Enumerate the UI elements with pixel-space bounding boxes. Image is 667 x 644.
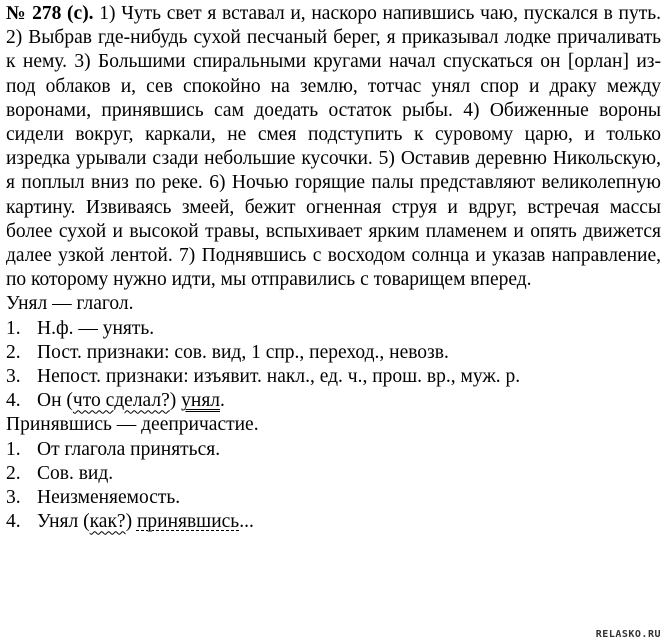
- analysis-participle-item: 1. От глагола приняться.: [6, 438, 221, 460]
- analysis-participle-item: 2. Сов. вид.: [6, 462, 114, 484]
- watermark: RELASKO.RU: [595, 629, 661, 640]
- adverbial-dash-dot-underline: принявшись: [136, 511, 240, 533]
- analysis-participle-item: 3. Неизменяемость.: [6, 487, 181, 509]
- question-wavy-underline: что сделал?: [72, 390, 170, 412]
- document-page: [6, 2, 661, 534]
- analysis-verb-item-4: 4. Он (что сделал?) унял.: [6, 390, 225, 412]
- analysis-verb-item: 2. Пост. признаки: сов. вид, 1 спр., переход., невозв.: [6, 341, 449, 363]
- analysis-verb-heading: Унял — глагол.: [6, 293, 134, 315]
- exercise-paragraph: [6, 2, 661, 292]
- question-wavy-underline: как?: [89, 511, 126, 533]
- analysis-verb-item: 3. Непост. признаки: изъявит. накл., ед. ч., прош. вр., муж. р.: [6, 366, 521, 388]
- analysis-verb-item: 1. Н.ф. — унять.: [6, 317, 155, 339]
- exercise-number: № 278 (с).: [6, 3, 94, 24]
- predicate-double-underline: унял: [181, 390, 221, 412]
- analysis-participle-heading: Принявшись — деепричастие.: [6, 414, 259, 436]
- analysis-participle-item-4: 4. Унял (как?) принявшись...: [6, 511, 254, 533]
- exercise-text: 1) Чуть свет я вставал и, наскоро напившись чаю, пускался в путь. 2) Выбрав где-нибудь сухой песчаный берег, я приказывал лодке причаливать к нему. 3) Большими спиральными кругами начал спускаться он [орлан] из-под облаков и, сев спокойно на землю, тотчас унял спор и драку между воронами, принявшись сам доедать остаток рыбы. 4) Обиженные вороны сидели вокруг, каркали, не смея подступить к суровому царю, и только изредка урывали сзади небольшие кусочки. 5) Оставив деревню Никольскую, я поплыл вниз по реке. 6) Ночью горящие палы представляют великолепную картину. Извиваясь змеей, бежит огненная струя и вдруг, встречая массы более сухой и высокой травы, вспыхивает ярким пламенем и опять движется далее узкой лентой. 7) Поднявшись с восходом солнца и указав направление, по которому нужно идти, мы отправились с товарищем вперед.: [6, 3, 661, 291]
